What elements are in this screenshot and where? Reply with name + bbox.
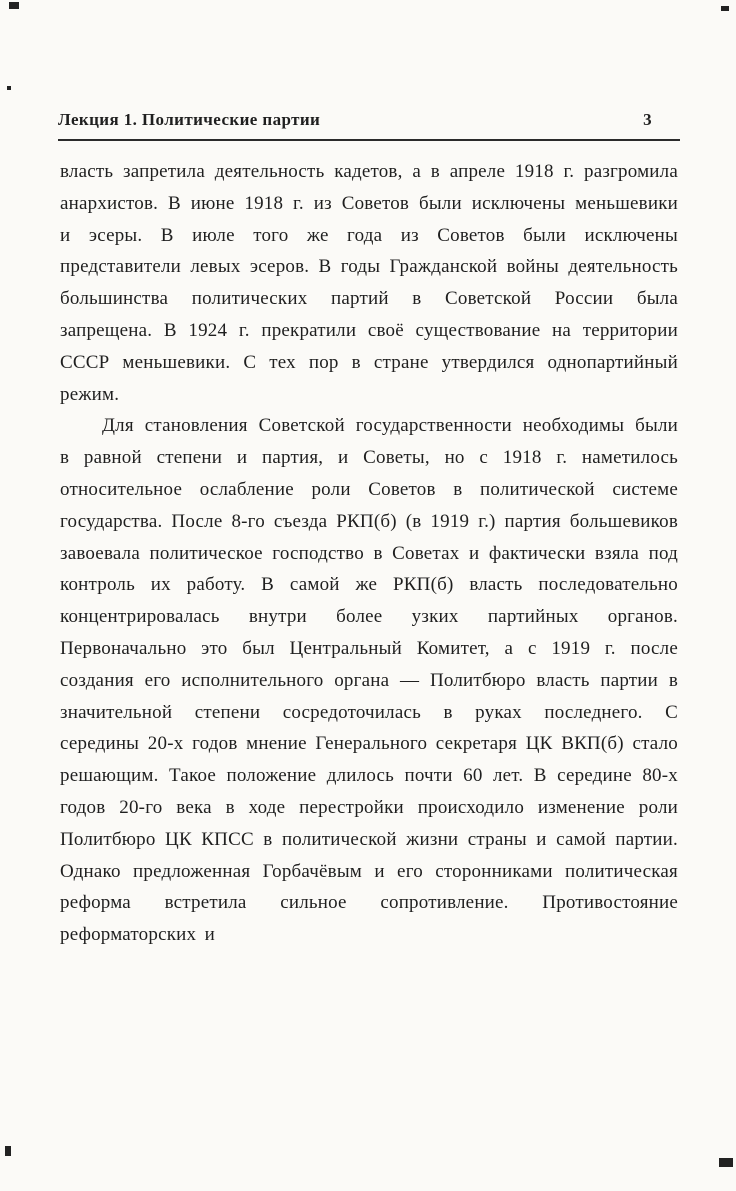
scan-artifact (721, 6, 729, 11)
scan-artifact (719, 1158, 733, 1167)
scan-artifact (7, 86, 11, 90)
page-body (60, 156, 678, 951)
paragraph: власть запретила деятельность кадетов, а в апреле 1918 г. разгромила анархистов. В июне 1918 г. из Советов были исключены меньшевики и эсеры. В июле того же года из Советов были исключены представители левых эсеров. В годы Гражданской войны деятельность большинства политических партий в Советской России была запрещена. В 1924 г. прекратили своё существование на территории СССР меньшевики. С тех пор в стране утвердился однопартийный режим. (60, 161, 678, 405)
chapter-title: Лекция 1. Политические партии (58, 110, 321, 129)
page-header (58, 110, 680, 141)
paragraph: Для становления Советской государственности необходимы были в равной степени и партия, и Советы, но с 1918 г. наметилось относительное ослабление роли Советов в политической системе государства. После 8-го съезда РКП(б) (в 1919 г.) партия большевиков завоевала политическое господство в Советах и фактически взяла под контроль их работу. В самой же РКП(б) власть последовательно концентрировалась внутри более узких партийных органов. Первоначально это был Центральный Комитет, а с 1919 г. после создания его исполнительного органа — Политбюро власть партии в значительной степени сосредоточилась в руках последнего. С середины 20-х годов мнение Генерального секретаря ЦК ВКП(б) стало решающим. Такое положение длилось почти 60 лет. В середине 80-х годов 20-го века в ходе перестройки происходило изменение роли Политбюро ЦК КПСС в политической жизни страны и самой партии. Однако предложенная Горбачёвым и его сторонниками политическая реформа встретила сильное сопротивление. Противостояние реформаторских и (60, 415, 678, 946)
scan-artifact (9, 2, 19, 9)
scan-artifact (5, 1146, 11, 1156)
page-number: 3 (643, 110, 652, 129)
